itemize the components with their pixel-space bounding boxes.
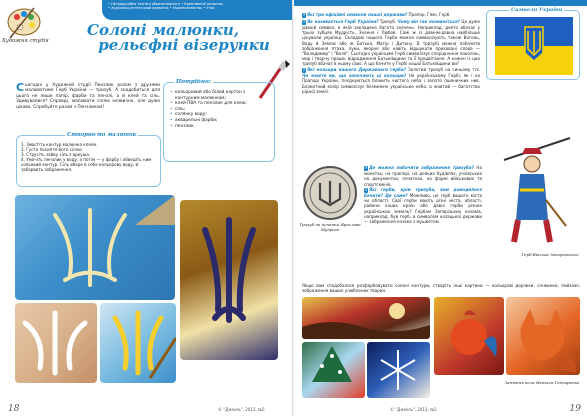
ukraine-flag-with-trident-icon [495,17,573,75]
trident-glue-photo [15,195,175,300]
salt-sprinkling-photo [15,303,97,383]
intro-paragraph: Сьогодні у Художній студії Пензлик разом з друзями малюватиме Герб України — тризуб. А знадобиться для цього не лише папір, фарби та пензлі, а й клей та сіль. Здивувалися? Справді, малювати сіллю незвично, але дуже цікаво. Спробуйте разом з Пензликом! [16,81,160,110]
header-item: • Художньо-естетичний розвиток • Українознавство • Улас [108,6,215,11]
question-mark-icon: ? [303,19,306,24]
painting-salt-photo [100,303,176,383]
question-mark-icon: ? [365,187,368,192]
answer: Золотий тризуб на синьому тлі. [406,67,480,73]
material-item: • пензлик. [170,124,268,130]
left-header-band [102,0,293,20]
title-line-2: рельєфні візерунки [98,36,270,54]
material-item: • сіль; [170,107,268,113]
answer: На українському Гербі, як і на Прапорі України, поєднуються блакить чистого неба і золото пшеничних нив. Блакитний колір символізує безмежне українське небо, а жовтий — багатство рідної землі. [302,73,480,94]
materials-box [163,79,275,162]
step-item: 4. Умочіть пензлик у воду, а потім — у фарбу і обведіть ним сольовий контур. Сіль вбере в себе кольорову воду, й забарвить зображення. [21,157,152,173]
qa-item [364,187,482,224]
qa-section-2 [364,165,482,224]
winter-tree-photo [302,342,365,398]
material-item: • клей ПВА та пензлик для клею; [170,101,268,107]
studio-logo-text: Художня студія [2,38,49,44]
qa-item [302,19,480,67]
question: Де можна побачити зображення тризуба? [369,165,474,170]
question-mark-icon: ? [365,166,368,170]
question-mark-icon: ? [303,68,306,73]
qa-section [302,12,480,95]
qa-item [364,165,482,187]
page-number-right: 19 [569,404,581,414]
answer: Прапор, Гімн, Герб. [407,12,451,17]
palette-logo-icon [4,2,44,42]
flag-box-title: Символи України [511,7,563,13]
material-item: • солянку воду; [170,112,268,118]
step-item: 1. Змастіть контур малюнка клеєм. [21,142,98,147]
sunset-landscape-photo [302,297,430,339]
cossack-coat-of-arms-image [484,130,580,250]
question: Чому він так називається? [397,18,461,24]
snowflake-photo [367,342,430,398]
qa-item [302,67,480,94]
question: Як називається Герб України? [307,18,379,24]
fox-photo [506,297,580,375]
answer: Можливо, це герб вашого міста чи області. Свої герби мають різні міста, області, райони інших країн або давні герби різних українських земель? Гербом Запорізьких козаків, наприклад, був герб, а символом козацької держави — зображення козака з мушкетом. [364,193,482,225]
question-mark-icon: ? [303,13,306,17]
footer-left: © "Джміль", 2013, №5 [218,407,265,412]
answer: Це дуже давній символ, в якій закладено багато значень. Наприклад, деято вбачає у трьох зубцях Мудрість, Знання і Любов. Самі ж із давнім-давна найбільше цінували українці. Складові нашого Герба можна символізують також Вогонь, Воду й Землю або ж Батька, Матір і Дитину. В тризубі можна побачити зображення птаха, луки, якорне або навіть відшукати приховані слова — "Володимир" і "Воля". Сьогодні українцям Герб символізує споріднення поколінь, мир і творчу працю, відродження Батьківщини та її процвітання. А кожен із цих тризуб вбачає в ньому своє. А що бачите у Гербі нашої Батьківщини ви? [302,18,480,67]
page-number-left: 18 [8,404,20,414]
conclusion-paragraph: Якщо вам сподобалося розфарбовувати солоні контури, створіть інші картини — кольорові доріжки, сніжинки, пейзажі, зображення ваших улюблених тварин. [302,283,580,294]
question: Які кольори нашого Державного герба? [307,67,407,73]
right-header-band [294,0,587,6]
header-item: • Нетрадиційна техніка образотворчого • Креативний розвиток [108,2,224,6]
photo-credit: Занятия вела Наталя Гончаренко [504,380,580,385]
question: Які три офіційні символи нашої держави? [307,12,408,17]
materials-title: Потрібно: [176,79,211,85]
left-page [0,0,293,416]
seal-caption: Тризуб на печатці Ярослава Мудрого [299,222,361,232]
question: Які герби, крім тризуба, вам доводилося бачити? Де саме? [364,186,482,199]
material-item: • акварельні фарби; [170,118,268,124]
flag-box [486,7,580,80]
title-line-1: Солоні малюнки, [87,21,239,39]
cossack-caption: Герб Війська Запорозького [521,252,579,257]
step-item: 2. Густо посипте його сіллю. [21,147,84,153]
seal-image [302,165,358,221]
material-item: • кольоровий або білий картон з контурним малюнком; [170,90,268,101]
answer: Тризуб. [378,18,398,24]
painted-trident-photo [180,200,278,360]
footer-right: © "Джміль", 2013, №5 [390,407,437,412]
steps-box [16,132,161,187]
page-title [50,23,276,53]
steps-title: Створюємо малюнок [67,132,137,138]
answer: На монетах, на прапорі, на деяких будівлях, учнівських на документах, печатках, на формі військових та спортсменів. [364,165,482,187]
right-page [294,0,587,416]
step-item: 3. Струсіть зайву сіль з аркуша. [21,152,91,158]
rooster-photo [434,297,504,375]
qa-item [302,12,480,18]
question: Чи знаєте ви, що означають ці кольори? [302,73,407,79]
